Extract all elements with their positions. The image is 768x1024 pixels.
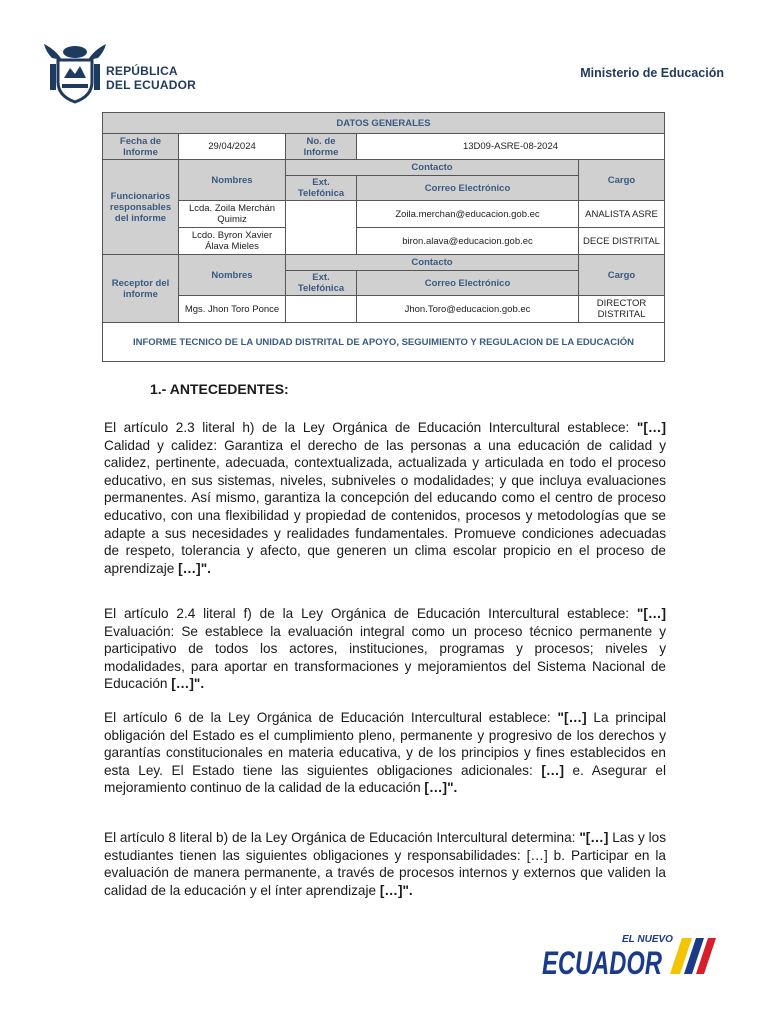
table-title-row <box>103 113 665 134</box>
receptor-cargo: DIRECTOR DISTRITAL <box>579 296 665 323</box>
ellipsis: […]". <box>178 560 211 576</box>
coat-of-arms-logo <box>42 40 108 106</box>
paragraph-3 <box>104 709 666 797</box>
ellipsis: […] <box>541 762 564 778</box>
paragraph-2 <box>104 605 666 693</box>
general-data-table <box>102 112 665 362</box>
ecuador-text: ECUADOR <box>542 945 662 981</box>
ellipsis: "[…] <box>557 710 587 725</box>
contacto-header: Contacto <box>286 160 579 176</box>
receptor-name: Mgs. Jhon Toro Ponce <box>179 296 286 323</box>
table-row <box>103 323 665 362</box>
table-row <box>103 160 665 176</box>
funcionarios-label: Funcionarios responsables del informe <box>103 160 179 255</box>
ellipsis: […]". <box>379 882 413 898</box>
person-name: Lcdo. Byron Xavier Álava Mieles <box>179 228 286 255</box>
person-name: Lcda. Zoila Merchán Quimiz <box>179 201 286 228</box>
contacto-header: Contacto <box>286 255 579 271</box>
nombres-header: Nombres <box>179 160 286 201</box>
paragraph-body: Evaluación: Se establece la evaluación integral como un proceso técnico permanente y participativo de todos los actores, instituciones, programas y procesos; niveles y modalidades, para aportar en transformaciones y mejoramientos del Sistema Nacional de Educación <box>104 623 666 692</box>
person-email: Zoila.merchan@educacion.gob.ec <box>357 201 579 228</box>
ellipsis: […]". <box>171 676 205 692</box>
no-informe-label: No. de Informe <box>286 134 357 160</box>
receptor-label: Receptor del informe <box>103 255 179 323</box>
person-cargo: DECE DISTRITAL <box>579 228 665 255</box>
person-cargo: ANALISTA ASRE <box>579 201 665 228</box>
correo-header: Correo Electrónico <box>357 176 579 201</box>
table-title: DATOS GENERALES <box>103 113 665 134</box>
paragraph-intro: El artículo 8 literal b) de la Ley Orgánica de Educación Intercultural determina: <box>104 830 576 845</box>
republic-title-line1: REPÚBLICA <box>106 64 178 78</box>
paragraph-body: Las y los estudiantes tienen las siguientes obligaciones y responsabilidades: […] b. Participar en la evaluación de manera permanente, a través de procesos internos y externos que validen la calidad de la educación y el ínter aprendizaje <box>104 830 667 898</box>
section-heading: 1.- ANTECEDENTES: <box>150 381 289 397</box>
paragraph-intro: El artículo 6 de la Ley Orgánica de Educación Intercultural establece: <box>104 710 558 725</box>
paragraph-intro: El artículo 2.4 literal f) de la Ley Orgánica de Educación Intercultural establece: <box>104 606 630 621</box>
paragraph-intro: El artículo 2.3 literal h) de la Ley Orgánica de Educación Intercultural establece: <box>104 420 630 435</box>
cargo-header: Cargo <box>579 160 665 201</box>
paragraph-body: e. Asegurar el mejoramiento continuo de la calidad de la educación <box>104 762 667 796</box>
ellipsis: "[…] <box>636 606 667 621</box>
ellipsis: […]". <box>424 780 458 796</box>
paragraph-body: La principal obligación del Estado es el cumplimiento pleno, permanente y progresivo de los derechos y garantías constitucionales en materia educativa, y de los principios y fines establecidos en esta Ley. El Estado tiene las siguientes obligaciones adicionales: <box>104 710 666 778</box>
ellipsis: "[…] <box>636 420 667 435</box>
republic-title-line2: DEL ECUADOR <box>106 78 196 92</box>
fecha-value: 29/04/2024 <box>179 134 286 160</box>
table-row <box>103 228 665 255</box>
table-row <box>103 255 665 271</box>
ext-value <box>286 201 357 255</box>
person-email: biron.alava@educacion.gob.ec <box>357 228 579 255</box>
ext-header: Ext. Telefónica <box>286 176 357 201</box>
republic-title <box>106 64 196 92</box>
correo-header: Correo Electrónico <box>357 271 579 296</box>
table-row <box>103 134 665 160</box>
fecha-label: Fecha de Informe <box>103 134 179 160</box>
receptor-email: Jhon.Toro@educacion.gob.ec <box>357 296 579 323</box>
ext-header: Ext. Telefónica <box>286 271 357 296</box>
paragraph-1 <box>104 419 666 577</box>
el-nuevo-text: EL NUEVO <box>622 934 673 945</box>
cargo-header: Cargo <box>579 255 665 296</box>
table-row <box>103 201 665 228</box>
ministry-name: Ministerio de Educación <box>580 66 724 80</box>
nombres-header: Nombres <box>179 255 286 296</box>
paragraph-body: Calidad y calidez: Garantiza el derecho de las personas a una educación de calidad y calidez, pertinente, adecuada, contextualizada, actualizada y articulada en todo el proceso educativo, en sus sistemas, niveles, subniveles o modalidades; y que incluya evaluaciones permanentes. Así mismo, garantiza la concepción del educando como el centro de proceso educativo, con una flexibilidad y propiedad de contenidos, procesos y metodologías que se adapte a sus necesidades y realidades fundamentales. Promueve condiciones adecuadas de respeto, tolerancia y afecto, que generen un clima escolar propicio en el proceso de aprendizaje <box>104 437 666 576</box>
report-title: INFORME TECNICO DE LA UNIDAD DISTRITAL DE APOYO, SEGUIMIENTO Y REGULACION DE LA EDUCACIÓN <box>103 323 665 362</box>
ext-value <box>286 296 357 323</box>
el-nuevo-ecuador-logo <box>540 930 726 982</box>
ellipsis: "[…] <box>579 830 609 845</box>
table-row <box>103 296 665 323</box>
no-informe-value: 13D09-ASRE-08-2024 <box>357 134 665 160</box>
paragraph-4 <box>104 829 666 899</box>
